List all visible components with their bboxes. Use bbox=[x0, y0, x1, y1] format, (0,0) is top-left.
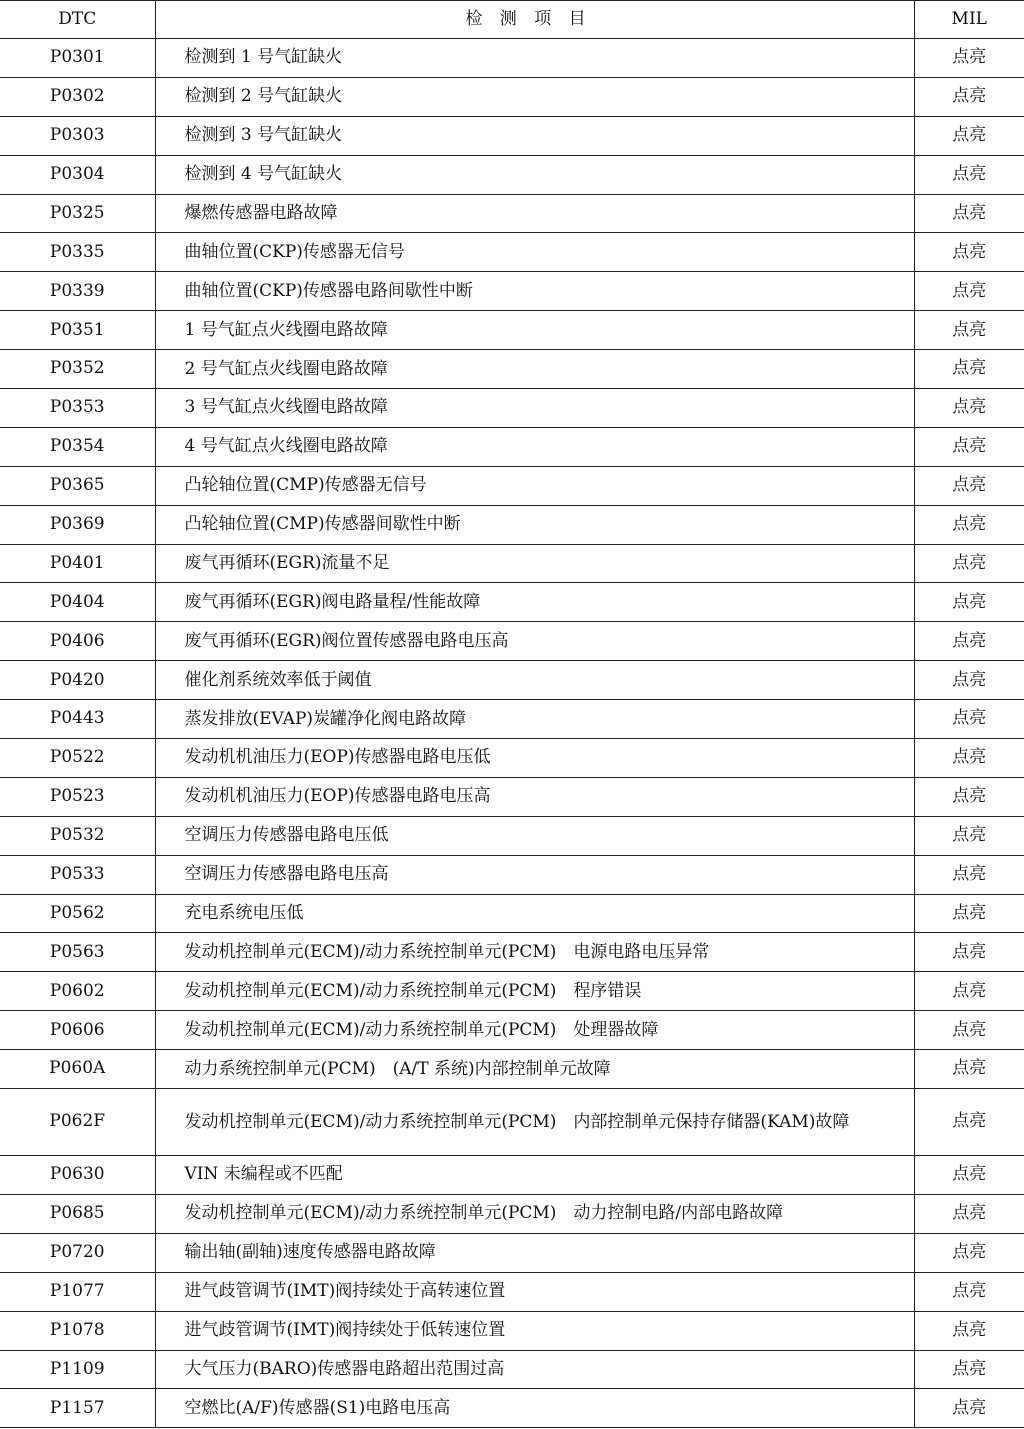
dtc-code-cell: P0353 bbox=[0, 389, 155, 428]
detection-item-text: 发动机控制单元(ECM)/动力系统控制单元(PCM) 电源电路电压异常 bbox=[184, 941, 710, 962]
detection-item-text: 2 号气缸点火线圈电路故障 bbox=[184, 358, 388, 379]
mil-status-cell: 点亮 bbox=[914, 739, 1024, 778]
mil-status-cell: 点亮 bbox=[914, 894, 1024, 933]
detection-item-cell bbox=[155, 233, 914, 272]
detection-item-text: 废气再循环(EGR)阀位置传感器电路电压高 bbox=[184, 630, 509, 651]
detection-item-text: 空调压力传感器电路电压高 bbox=[184, 864, 389, 885]
dtc-code-cell: P0406 bbox=[0, 622, 155, 661]
table-row bbox=[0, 311, 1024, 350]
mil-status-cell: 点亮 bbox=[914, 544, 1024, 583]
dtc-code-cell: P0443 bbox=[0, 700, 155, 739]
detection-item-cell bbox=[155, 1156, 914, 1195]
mil-status-cell: 点亮 bbox=[914, 466, 1024, 505]
mil-status-cell: 点亮 bbox=[914, 1272, 1024, 1311]
detection-item-cell bbox=[155, 1233, 914, 1272]
mil-status-cell: 点亮 bbox=[914, 1050, 1024, 1089]
table-row bbox=[0, 505, 1024, 544]
table-row bbox=[0, 1350, 1024, 1389]
table-row bbox=[0, 466, 1024, 505]
mil-status-cell: 点亮 bbox=[914, 777, 1024, 816]
mil-status-cell: 点亮 bbox=[914, 1089, 1024, 1156]
table-row bbox=[0, 39, 1024, 78]
dtc-code-cell: P060A bbox=[0, 1050, 155, 1089]
table-row bbox=[0, 1311, 1024, 1350]
detection-item-text: 发动机控制单元(ECM)/动力系统控制单元(PCM) 动力控制电路/内部电路故障 bbox=[184, 1203, 784, 1224]
detection-item-text: 废气再循环(EGR)阀电路量程/性能故障 bbox=[184, 591, 481, 612]
table-body bbox=[0, 39, 1024, 1428]
table-row bbox=[0, 350, 1024, 389]
detection-item-text: 大气压力(BARO)传感器电路超出范围过高 bbox=[184, 1358, 505, 1379]
dtc-code-cell: P0301 bbox=[0, 39, 155, 78]
detection-item-text: 发动机控制单元(ECM)/动力系统控制单元(PCM) 程序错误 bbox=[184, 980, 642, 1001]
mil-status-cell: 点亮 bbox=[914, 272, 1024, 311]
detection-item-text: 检测到 3 号气缸缺火 bbox=[184, 125, 343, 146]
dtc-code-cell: P1157 bbox=[0, 1389, 155, 1428]
table-row bbox=[0, 777, 1024, 816]
dtc-code-cell: P062F bbox=[0, 1089, 155, 1156]
table-row bbox=[0, 1089, 1024, 1156]
detection-item-text: 检测到 2 号气缸缺火 bbox=[184, 86, 343, 107]
detection-item-cell bbox=[155, 622, 914, 661]
dtc-code-cell: P0352 bbox=[0, 350, 155, 389]
dtc-code-cell: P0401 bbox=[0, 544, 155, 583]
mil-status-cell: 点亮 bbox=[914, 1389, 1024, 1428]
table-row bbox=[0, 272, 1024, 311]
mil-status-cell: 点亮 bbox=[914, 583, 1024, 622]
detection-item-text: 废气再循环(EGR)流量不足 bbox=[184, 553, 390, 574]
detection-item-text: VIN 未编程或不匹配 bbox=[184, 1164, 343, 1185]
dtc-code-cell: P0404 bbox=[0, 583, 155, 622]
table-row bbox=[0, 544, 1024, 583]
detection-item-cell bbox=[155, 311, 914, 350]
detection-item-cell bbox=[155, 194, 914, 233]
detection-item-cell bbox=[155, 155, 914, 194]
mil-status-cell: 点亮 bbox=[914, 816, 1024, 855]
detection-item-text: 3 号气缸点火线圈电路故障 bbox=[184, 397, 388, 418]
detection-item-text: 4 号气缸点火线圈电路故障 bbox=[184, 436, 388, 457]
header-dtc: DTC bbox=[0, 1, 155, 39]
dtc-code-cell: P0562 bbox=[0, 894, 155, 933]
detection-item-cell bbox=[155, 855, 914, 894]
mil-status-cell: 点亮 bbox=[914, 972, 1024, 1011]
detection-item-cell bbox=[155, 116, 914, 155]
detection-item-text: 发动机机油压力(EOP)传感器电路电压低 bbox=[184, 747, 491, 768]
dtc-code-cell: P0351 bbox=[0, 311, 155, 350]
detection-item-text: 空调压力传感器电路电压低 bbox=[184, 825, 389, 846]
detection-item-cell bbox=[155, 816, 914, 855]
mil-status-cell: 点亮 bbox=[914, 39, 1024, 78]
detection-item-text: 输出轴(副轴)速度传感器电路故障 bbox=[184, 1242, 436, 1263]
table-row bbox=[0, 583, 1024, 622]
detection-item-text: 曲轴位置(CKP)传感器无信号 bbox=[184, 241, 405, 262]
detection-item-cell bbox=[155, 77, 914, 116]
table-row bbox=[0, 855, 1024, 894]
detection-item-cell bbox=[155, 1272, 914, 1311]
detection-item-cell bbox=[155, 933, 914, 972]
detection-item-cell bbox=[155, 39, 914, 78]
detection-item-text: 1 号气缸点火线圈电路故障 bbox=[184, 319, 388, 340]
detection-item-cell bbox=[155, 1194, 914, 1233]
dtc-code-cell: P0335 bbox=[0, 233, 155, 272]
table-row bbox=[0, 661, 1024, 700]
detection-item-text: 曲轴位置(CKP)传感器电路间歇性中断 bbox=[184, 280, 473, 301]
table-row bbox=[0, 739, 1024, 778]
detection-item-text: 动力系统控制单元(PCM) (A/T 系统)内部控制单元故障 bbox=[184, 1058, 611, 1079]
table-row bbox=[0, 1272, 1024, 1311]
mil-status-cell: 点亮 bbox=[914, 1011, 1024, 1050]
detection-item-text: 检测到 4 号气缸缺火 bbox=[184, 164, 343, 185]
table-row bbox=[0, 816, 1024, 855]
mil-status-cell: 点亮 bbox=[914, 77, 1024, 116]
mil-status-cell: 点亮 bbox=[914, 155, 1024, 194]
detection-item-cell bbox=[155, 777, 914, 816]
detection-item-text: 进气歧管调节(IMT)阀持续处于低转速位置 bbox=[184, 1320, 506, 1341]
detection-item-cell bbox=[155, 1050, 914, 1089]
detection-item-cell bbox=[155, 1089, 914, 1156]
dtc-code-cell: P0533 bbox=[0, 855, 155, 894]
detection-item-cell bbox=[155, 583, 914, 622]
detection-item-text: 催化剂系统效率低于阈值 bbox=[184, 669, 372, 690]
table-row bbox=[0, 389, 1024, 428]
mil-status-cell: 点亮 bbox=[914, 661, 1024, 700]
mil-status-cell: 点亮 bbox=[914, 622, 1024, 661]
mil-status-cell: 点亮 bbox=[914, 700, 1024, 739]
detection-item-text: 蒸发排放(EVAP)炭罐净化阀电路故障 bbox=[184, 708, 467, 729]
mil-status-cell: 点亮 bbox=[914, 116, 1024, 155]
table-row bbox=[0, 233, 1024, 272]
detection-item-text: 发动机控制单元(ECM)/动力系统控制单元(PCM) 内部控制单元保持存储器(KAM)故障 bbox=[184, 1111, 850, 1132]
mil-status-cell: 点亮 bbox=[914, 1233, 1024, 1272]
detection-item-cell bbox=[155, 739, 914, 778]
detection-item-cell bbox=[155, 1350, 914, 1389]
table-row bbox=[0, 155, 1024, 194]
mil-status-cell: 点亮 bbox=[914, 933, 1024, 972]
dtc-code-cell: P0339 bbox=[0, 272, 155, 311]
mil-status-cell: 点亮 bbox=[914, 855, 1024, 894]
detection-item-text: 空燃比(A/F)传感器(S1)电路电压高 bbox=[184, 1397, 451, 1418]
detection-item-cell bbox=[155, 466, 914, 505]
detection-item-cell bbox=[155, 700, 914, 739]
mil-status-cell: 点亮 bbox=[914, 389, 1024, 428]
dtc-code-cell: P0302 bbox=[0, 77, 155, 116]
dtc-code-cell: P0420 bbox=[0, 661, 155, 700]
detection-item-cell bbox=[155, 350, 914, 389]
dtc-code-cell: P0685 bbox=[0, 1194, 155, 1233]
header-mil: MIL bbox=[914, 1, 1024, 39]
dtc-code-cell: P1077 bbox=[0, 1272, 155, 1311]
mil-status-cell: 点亮 bbox=[914, 1350, 1024, 1389]
dtc-code-cell: P0606 bbox=[0, 1011, 155, 1050]
mil-status-cell: 点亮 bbox=[914, 350, 1024, 389]
dtc-code-cell: P0720 bbox=[0, 1233, 155, 1272]
detection-item-cell bbox=[155, 972, 914, 1011]
dtc-code-cell: P0369 bbox=[0, 505, 155, 544]
mil-status-cell: 点亮 bbox=[914, 505, 1024, 544]
table-row bbox=[0, 77, 1024, 116]
mil-status-cell: 点亮 bbox=[914, 233, 1024, 272]
table-row bbox=[0, 894, 1024, 933]
mil-status-cell: 点亮 bbox=[914, 1194, 1024, 1233]
dtc-code-cell: P1109 bbox=[0, 1350, 155, 1389]
table-header-row bbox=[0, 1, 1024, 39]
detection-item-cell bbox=[155, 389, 914, 428]
dtc-code-cell: P0563 bbox=[0, 933, 155, 972]
table-row bbox=[0, 1156, 1024, 1195]
dtc-code-cell: P0522 bbox=[0, 739, 155, 778]
detection-item-text: 进气歧管调节(IMT)阀持续处于高转速位置 bbox=[184, 1281, 506, 1302]
dtc-code-cell: P0532 bbox=[0, 816, 155, 855]
detection-item-cell bbox=[155, 505, 914, 544]
dtc-code-cell: P0630 bbox=[0, 1156, 155, 1195]
table-row bbox=[0, 1194, 1024, 1233]
detection-item-cell bbox=[155, 661, 914, 700]
header-item: 检 测 项 目 bbox=[155, 1, 914, 39]
table-row bbox=[0, 622, 1024, 661]
table-row bbox=[0, 1011, 1024, 1050]
detection-item-cell bbox=[155, 894, 914, 933]
table-row bbox=[0, 933, 1024, 972]
dtc-code-cell: P0304 bbox=[0, 155, 155, 194]
detection-item-text: 凸轮轴位置(CMP)传感器间歇性中断 bbox=[184, 514, 461, 535]
detection-item-cell bbox=[155, 1011, 914, 1050]
detection-item-cell bbox=[155, 427, 914, 466]
table-row bbox=[0, 116, 1024, 155]
dtc-code-cell: P1078 bbox=[0, 1311, 155, 1350]
table-row bbox=[0, 1389, 1024, 1428]
mil-status-cell: 点亮 bbox=[914, 1156, 1024, 1195]
detection-item-text: 爆燃传感器电路故障 bbox=[184, 203, 338, 223]
detection-item-cell bbox=[155, 272, 914, 311]
table-row bbox=[0, 1050, 1024, 1089]
dtc-code-cell: P0602 bbox=[0, 972, 155, 1011]
detection-item-text: 发动机机油压力(EOP)传感器电路电压高 bbox=[184, 786, 491, 807]
detection-item-text: 检测到 1 号气缸缺火 bbox=[184, 47, 343, 68]
dtc-code-cell: P0365 bbox=[0, 466, 155, 505]
detection-item-text: 发动机控制单元(ECM)/动力系统控制单元(PCM) 处理器故障 bbox=[184, 1019, 659, 1040]
detection-item-text: 充电系统电压低 bbox=[184, 903, 304, 924]
mil-status-cell: 点亮 bbox=[914, 311, 1024, 350]
detection-item-cell bbox=[155, 544, 914, 583]
table-row bbox=[0, 1233, 1024, 1272]
dtc-code-cell: P0325 bbox=[0, 194, 155, 233]
table-row bbox=[0, 194, 1024, 233]
table-row bbox=[0, 700, 1024, 739]
dtc-code-cell: P0303 bbox=[0, 116, 155, 155]
mil-status-cell: 点亮 bbox=[914, 427, 1024, 466]
table-row bbox=[0, 427, 1024, 466]
detection-item-cell bbox=[155, 1389, 914, 1428]
dtc-code-cell: P0523 bbox=[0, 777, 155, 816]
mil-status-cell: 点亮 bbox=[914, 194, 1024, 233]
detection-item-cell bbox=[155, 1311, 914, 1350]
dtc-code-cell: P0354 bbox=[0, 427, 155, 466]
mil-status-cell: 点亮 bbox=[914, 1311, 1024, 1350]
detection-item-text: 凸轮轴位置(CMP)传感器无信号 bbox=[184, 475, 427, 496]
table-row bbox=[0, 972, 1024, 1011]
